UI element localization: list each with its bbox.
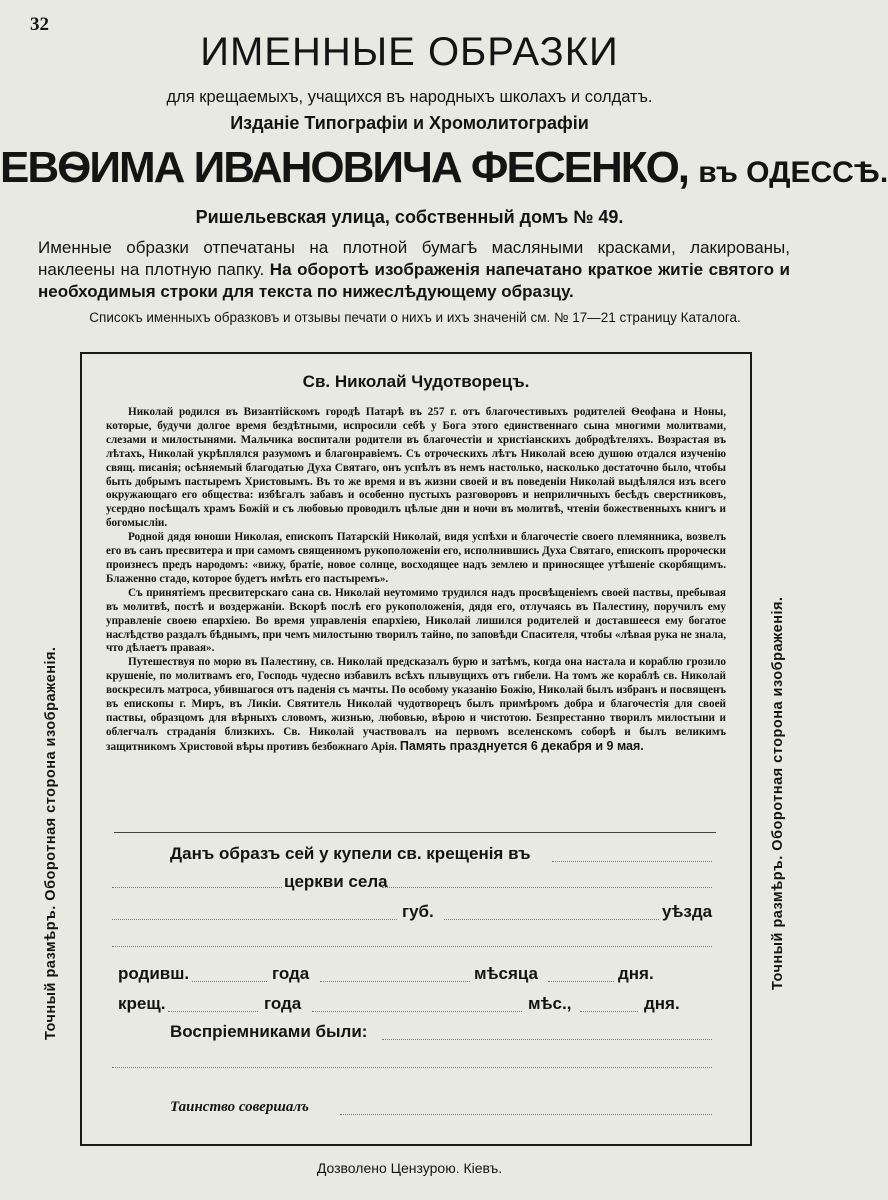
- publisher-address: Ришельевская улица, собственный домъ № 49.: [195, 207, 624, 227]
- form-blank: [168, 1011, 258, 1012]
- description-part1: Именные образки отпечатаны на плотной бумагѣ масляными красками, лакированы, наклеены на плотную папку.: [38, 238, 790, 279]
- form-day1-label: дня.: [618, 964, 654, 983]
- list-note: Списокъ именныхъ образковъ и отзывы печати о нихъ и ихъ значеній см. № 17—21 страницу Каталога.: [89, 310, 741, 325]
- life-paragraph: Николай родился въ Византійскомъ городѣ Патарѣ въ 257 г. отъ благочестивыхъ родителей Ѳеофана и Ноны, которые, будучи долгое время бездѣтными, испросили себѣ у Бога этого единственнаго сына многими молитвами, слезами и милостынями. Мальчика воспитали родители въ благочестіи и христіанскихъ добродѣтеляхъ. Возрастая въ лѣтахъ, Николай укрѣплялся разумомъ и благонравіемъ. Съ отроческихъ лѣтъ Николай всею душою отдался изученію свящ. писанія; осѣняемый благодатью Духа Святаго, онъ успѣлъ въ немъ настолько, насколько достаточно было, чтобы быть добрымъ пастыремъ Христовымъ. Въ то же время и въ жизни своей и въ поведеніи Николай выдѣлялся изъ всего окружающаго его общества: избѣгалъ забавъ и особенно пустыхъ разговоровъ и неприличныхъ бесѣдъ сверстниковъ, усердно посѣщалъ храмъ Божій и съ любовью проводилъ цѣлые дни и ночи въ молитвѣ, чтеніи божественныхъ книгъ и богомысліи.: [106, 406, 726, 530]
- publisher-intro: Изданіе Типографіи и Хромолитографіи: [230, 113, 589, 133]
- divider: [114, 832, 716, 833]
- form-blank: [192, 981, 267, 982]
- form-year2-label: года: [264, 994, 302, 1013]
- sample-card-frame: [80, 352, 752, 1146]
- form-blank: [382, 887, 712, 888]
- form-month1-label: мѣсяца: [474, 964, 539, 983]
- form-uezd-label: уѣзда: [662, 902, 713, 921]
- publisher-city: въ ОДЕССѢ.: [698, 156, 888, 189]
- page-number: 32: [30, 14, 49, 35]
- form-blank: [112, 1067, 712, 1068]
- form-blank: [112, 919, 397, 920]
- form-year1-label: года: [272, 964, 310, 983]
- form-blank: [552, 861, 712, 862]
- subtitle: для крещаемыхъ, учащихся въ народныхъ школахъ и солдатъ.: [166, 88, 653, 106]
- form-born-label: родивш.: [118, 964, 190, 983]
- form-line2-label: церкви села: [284, 872, 388, 891]
- censorship-note: Дозволено Цензурою. Кіевъ.: [316, 1160, 503, 1176]
- side-label-left: Точный размѣръ. Оборотная сторона изображенія.: [43, 646, 59, 1040]
- form-sacrament-label: [170, 1098, 309, 1116]
- form-baptized-label: крещ.: [118, 994, 166, 1013]
- form-month2-label: мѣс.,: [528, 994, 572, 1013]
- form-blank: [548, 981, 614, 982]
- form-line1-label: Данъ образъ сей у купели св. крещенія въ: [170, 844, 531, 863]
- form-blank: [580, 1011, 638, 1012]
- publisher-name: ЕВѲИМА ИВАНОВИЧА ФЕСЕНКО,: [0, 143, 689, 192]
- form-blank: [444, 919, 659, 920]
- memory-line: Память празднуется 6 декабря и 9 мая.: [399, 738, 644, 753]
- form-day2-label: дня.: [644, 994, 680, 1013]
- publisher-heading: [0, 143, 888, 193]
- form-blank: [112, 946, 712, 947]
- description-part2: На оборотѣ изображенія напечатано краткое житіе святого и необходимыя строки для текста по нижеслѣдующему образцу.: [38, 260, 790, 301]
- sacrament-text: Таинство совершалъ: [170, 1099, 309, 1115]
- product-description: [38, 237, 790, 303]
- form-blank: [312, 1011, 522, 1012]
- form-godparents-label: Воспріемниками были:: [170, 1022, 368, 1041]
- form-blank: [340, 1114, 712, 1115]
- form-blank: [320, 981, 470, 982]
- saint-title: Св. Николай Чудотворецъ.: [302, 372, 530, 391]
- life-paragraph: Съ принятіемъ пресвитерскаго сана св. Николай неутомимо трудился надъ просвѣщеніемъ своей паствы, пребывая въ молитвѣ, постѣ и воздержаніи. Вскорѣ послѣ его рукоположенія, дядя его, отлучаясь въ Палестину, поручилъ ему управленіе своею епархіею. Во время управленія епархіею, Николай лишился родителей и доставшееся ему богатое наслѣдство раздалъ бѣднымъ, при чемъ милостыню творилъ тайно, по заповѣди Спасителя, чтобы «лѣвая рука не знала, что дѣлаетъ правая».: [106, 586, 726, 655]
- form-blank: [382, 1039, 712, 1040]
- life-paragraph: Родной дядя юноши Николая, епископъ Патарскій Николай, видя успѣхи и благочестіе своего племянника, возвелъ его въ санъ пресвитера и при самомъ священномъ рукоположеніи его, исполнившись Духа Святаго, епископъ пророчески произнесъ предъ народомъ: «вижу, братіе, новое солнце, восходящее надъ землею и приносящее утѣшеніе скорбящимъ. Блаженно стадо, которое будетъ имѣть его пастыремъ».: [106, 531, 726, 585]
- form-gub-label: губ.: [402, 902, 434, 921]
- saint-life-text: [106, 406, 726, 755]
- form-blank: [112, 887, 282, 888]
- life-paragraph-text: Путешествуя по морю въ Палестину, св. Николай предсказалъ бурю и затѣмъ, когда она настала и кораблю грозило крушеніе, по молитвамъ его, Господь чудесно избавилъ всѣхъ плывущихъ отъ гибели. На томъ же кораблѣ св. Николай воскресилъ матроса, убившагося отъ паденія съ мачты. По особому указанію Божію, Николай былъ избранъ и посвященъ въ епископы г. Миръ, въ Ликіи. Святитель Николай чудотворецъ былъ примѣромъ добра и благочестія для своей паствы, образцомъ для вѣрныхъ словомъ, жизнью, любовью, вѣрою и чистотою. Безпрестанно творилъ милостыни и облегчалъ страданія близкихъ. Св. Николай участвовалъ на первомъ вселенскомъ соборѣ и былъ великимъ защитникомъ Христовой вѣры противъ безбожнаго Арія.: [106, 656, 726, 753]
- side-label-right: Точный размѣръ. Оборотная сторона изображенія.: [770, 596, 786, 990]
- life-paragraph: [106, 656, 726, 754]
- page-title: ИМЕННЫЕ ОБРАЗКИ: [200, 30, 619, 74]
